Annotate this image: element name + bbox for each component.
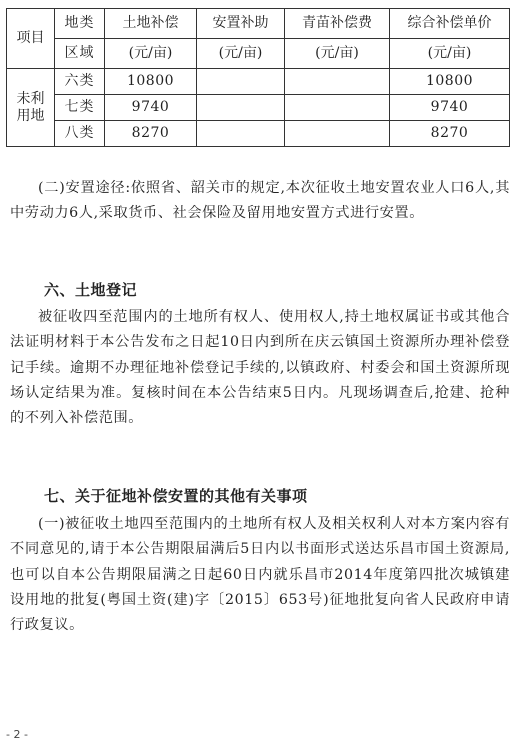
table-row — [7, 95, 510, 121]
compensation-table — [6, 8, 510, 147]
header-region-top: 地类 — [55, 9, 105, 39]
page-number: - 2 - — [6, 728, 28, 741]
group-label-cell — [7, 69, 55, 147]
header-total: 综合补偿单价 — [390, 9, 510, 39]
header-crops-unit: (元/亩) — [285, 39, 390, 69]
header-crops: 青苗补偿费 — [285, 9, 390, 39]
header-land-comp-unit: (元/亩) — [105, 39, 197, 69]
row-crops — [285, 69, 390, 95]
section-heading-land-registration: 六、土地登记 — [44, 281, 138, 299]
paragraph-registration: 被征收四至范围内的土地所有权人、使用权人,持土地权属证书或其他合法证明材料于本公告发布之日起10日内到所在庆云镇国土资源所办理补偿登记手续。逾期不办理征地补偿登记手续的,以镇政府、村委会和国土资源所现场认定结果为准。复核时间在本公告结束5日内。凡现场调查后,抢建、抢种的不列入补偿范围。 — [10, 309, 510, 427]
row-total: 8270 — [390, 121, 510, 147]
row-crops — [285, 121, 390, 147]
row-resettle — [197, 121, 285, 147]
table-row — [7, 121, 510, 147]
row-land-comp: 10800 — [105, 69, 197, 95]
row-category: 八类 — [55, 121, 105, 147]
row-land-comp: 8270 — [105, 121, 197, 147]
row-category: 六类 — [55, 69, 105, 95]
header-item: 项目 — [7, 9, 55, 69]
table-header-row — [7, 9, 510, 39]
table-header-unit-row — [7, 39, 510, 69]
row-category: 七类 — [55, 95, 105, 121]
row-resettle — [197, 69, 285, 95]
row-land-comp: 9740 — [105, 95, 197, 121]
group-label-line2: 用地 — [16, 107, 45, 124]
paragraph-objection: (一)被征收土地四至范围内的土地所有权人及相关权利人对本方案内容有不同意见的,请于本公告期限届满后5日内以书面形式送达乐昌市国土资源局,也可以自本公告期限届满之日起60日内就乐昌市2014年度第四批次城镇建设用地的批复(粤国土资(建)字〔2015〕653号)征地批复向省人民政府申请行政复议。 — [10, 516, 510, 634]
row-resettle — [197, 95, 285, 121]
header-resettle-unit: (元/亩) — [197, 39, 285, 69]
row-total: 9740 — [390, 95, 510, 121]
row-total: 10800 — [390, 69, 510, 95]
header-total-unit: (元/亩) — [390, 39, 510, 69]
table-row — [7, 69, 510, 95]
header-resettle: 安置补助 — [197, 9, 285, 39]
header-land-comp: 土地补偿 — [105, 9, 197, 39]
paragraph-resettlement: (二)安置途径:依照省、韶关市的规定,本次征收土地安置农业人口6人,其中劳动力6人,采取货币、社会保险及留用地安置方式进行安置。 — [10, 180, 510, 222]
section-heading-other-matters: 七、关于征地补偿安置的其他有关事项 — [44, 487, 308, 505]
header-region-bottom: 区域 — [55, 39, 105, 69]
row-crops — [285, 95, 390, 121]
group-label-line1: 未利 — [16, 90, 45, 107]
